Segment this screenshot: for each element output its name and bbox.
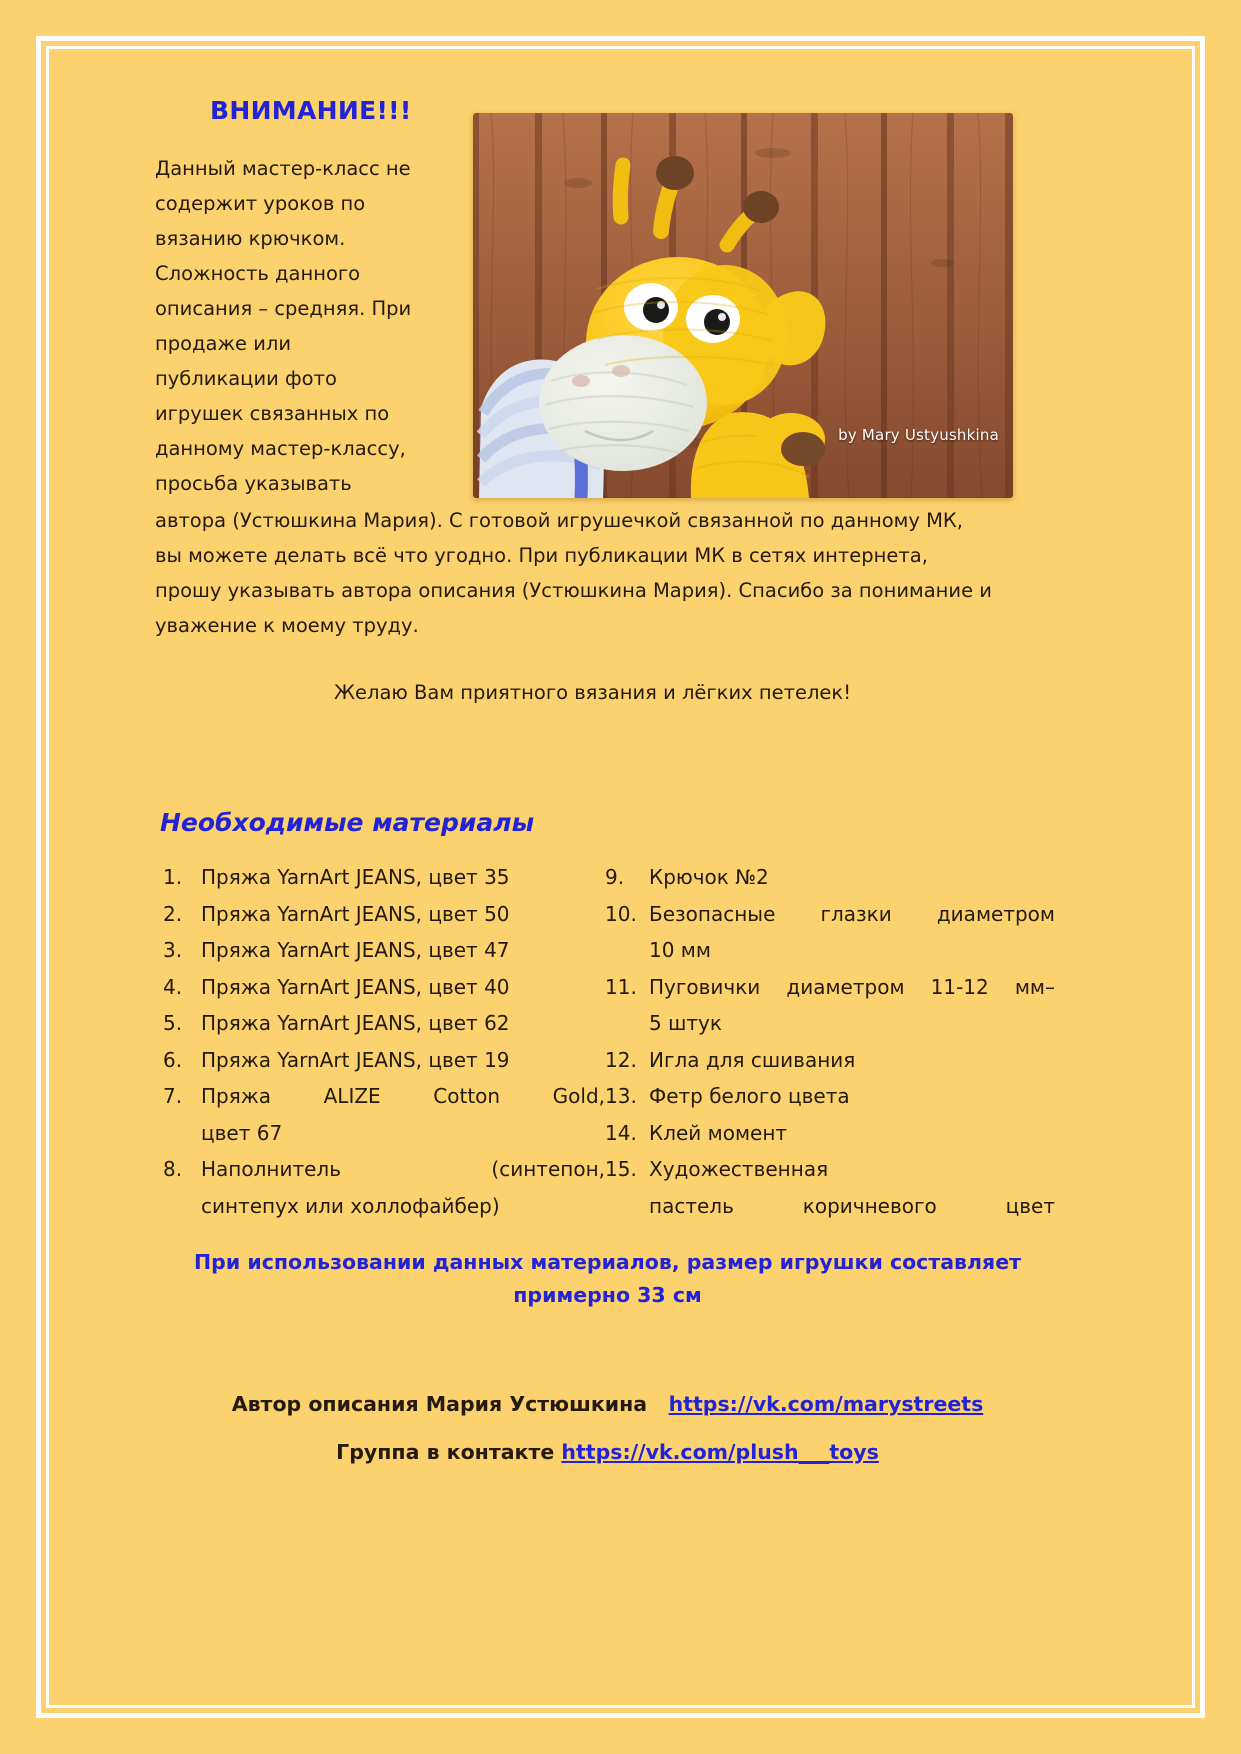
intro-line: просьба указывать	[155, 472, 352, 495]
list-item	[605, 896, 1055, 933]
intro-line: игрушек связанных по	[155, 402, 390, 425]
intro-line: публикации фото	[155, 367, 337, 390]
list-item-text: Фетр белого цвета	[649, 1084, 850, 1108]
materials-right-column	[605, 859, 1055, 1224]
list-item-text: Пряжа YarnArt JEANS, цвет 19	[201, 1047, 510, 1072]
list-item-text: синтепух или холлофайбер)	[201, 1193, 500, 1218]
list-item-text: Клей момент	[649, 1120, 788, 1145]
list-item-continuation	[605, 1005, 1055, 1042]
list-item-text: Пряжа YarnArt JEANS, цвет 62	[201, 1011, 510, 1035]
list-item-text: Безопасные глазки диаметром	[649, 901, 1055, 926]
list-item-number: 1.	[163, 865, 183, 889]
list-item	[605, 1151, 1055, 1188]
intro-line: Сложность данного	[155, 262, 361, 285]
intro-line: прошу указывать автора описания (Устюшкина Мария). Спасибо за понимание и	[155, 579, 992, 602]
intro-line: содержит уроков по	[155, 192, 366, 215]
intro-line: данному мастер-классу,	[155, 437, 406, 460]
list-item	[605, 1042, 1055, 1079]
list-item-text: Пряжа YarnArt JEANS, цвет 50	[201, 901, 510, 926]
group-vk-link[interactable]: https://vk.com/plush___toys	[561, 1440, 879, 1464]
list-item-number: 11.	[605, 974, 637, 999]
list-item-number: 13.	[605, 1084, 637, 1108]
attention-heading: ВНИМАНИЕ!!!	[210, 96, 412, 125]
list-item-text: Художественная	[649, 1157, 829, 1181]
footer	[155, 1380, 1060, 1476]
list-item-text: 5 штук	[649, 1011, 722, 1035]
list-item-number: 12.	[605, 1047, 637, 1072]
list-item	[605, 1078, 1055, 1115]
intro-line: вы можете делать всё что угодно. При публикации МК в сетях интернета,	[155, 544, 928, 567]
list-item	[155, 1005, 605, 1042]
list-item-number: 9.	[605, 865, 625, 889]
list-item	[605, 969, 1055, 1006]
list-item-text: 10 мм	[649, 938, 711, 962]
footer-group-label: Группа в контакте	[336, 1440, 555, 1464]
list-item	[155, 1042, 605, 1079]
list-item-number: 7.	[163, 1084, 183, 1108]
giraffe-photo	[473, 113, 1013, 498]
list-item	[605, 859, 1055, 896]
photo-credit: by Mary Ustyushkina	[838, 426, 999, 444]
list-item	[155, 969, 605, 1006]
list-item-number: 5.	[163, 1011, 183, 1035]
list-item-continuation	[605, 932, 1055, 969]
list-item-number: 10.	[605, 901, 637, 926]
list-item-text: пастель коричневого цвет	[649, 1193, 1055, 1218]
list-item-number: 6.	[163, 1047, 183, 1072]
intro-line: уважение к моему труду.	[155, 614, 419, 637]
list-item	[155, 932, 605, 969]
intro-line: автора (Устюшкина Мария). С готовой игрушечкой связанной по данному МК,	[155, 509, 963, 532]
intro-narrow-paragraph	[155, 151, 455, 501]
list-item-text: Пуговички диаметром 11-12 мм–	[649, 974, 1055, 999]
list-item-number: 14.	[605, 1120, 637, 1145]
intro-full-paragraph	[155, 503, 1055, 643]
list-item-continuation	[605, 1188, 1055, 1225]
materials-list-left	[155, 859, 605, 1224]
author-vk-link[interactable]: https://vk.com/marystreets	[668, 1392, 984, 1416]
list-item-continuation	[155, 1115, 605, 1152]
list-item-text: Пряжа ALIZE Cotton Gold,	[201, 1084, 605, 1108]
intro-line: продаже или	[155, 332, 292, 355]
size-note	[155, 1246, 1060, 1312]
list-item	[155, 1078, 605, 1115]
list-item-text: Наполнитель (синтепон,	[201, 1157, 605, 1181]
list-item-number: 8.	[163, 1157, 183, 1181]
materials-columns	[155, 859, 1060, 1224]
list-item-number: 3.	[163, 938, 183, 962]
list-item-continuation	[155, 1188, 605, 1225]
footer-group-line	[155, 1428, 1060, 1476]
materials-left-column	[155, 859, 605, 1224]
list-item-text: Пряжа YarnArt JEANS, цвет 40	[201, 974, 510, 999]
list-item-text: Игла для сшивания	[649, 1047, 856, 1072]
footer-author-line	[155, 1380, 1060, 1428]
list-item	[155, 1151, 605, 1188]
list-item-number: 15.	[605, 1157, 637, 1181]
footer-author-label: Автор описания Мария Устюшкина	[231, 1392, 648, 1416]
list-item-text: Крючок №2	[649, 865, 769, 889]
list-item-number: 4.	[163, 974, 183, 999]
materials-heading: Необходимые материалы	[160, 808, 535, 837]
wish-line: Желаю Вам приятного вязания и лёгких петелек!	[333, 681, 852, 704]
list-item-number: 2.	[163, 901, 183, 926]
intro-line: вязанию крючком.	[155, 227, 346, 250]
list-item	[155, 859, 605, 896]
list-item	[605, 1115, 1055, 1152]
list-item-text: Пряжа YarnArt JEANS, цвет 35	[201, 865, 510, 889]
size-note-line1: При использовании данных материалов, размер игрушки составляет	[194, 1250, 1021, 1274]
list-item-text: Пряжа YarnArt JEANS, цвет 47	[201, 938, 510, 962]
intro-line: описания – средняя. При	[155, 297, 412, 320]
list-item	[155, 896, 605, 933]
list-item-text: цвет 67	[201, 1120, 283, 1145]
intro-line: Данный мастер-класс не	[155, 157, 411, 180]
materials-list-right	[605, 859, 1055, 1224]
page-content	[155, 96, 1060, 1476]
size-note-line2: примерно 33 см	[513, 1283, 702, 1307]
